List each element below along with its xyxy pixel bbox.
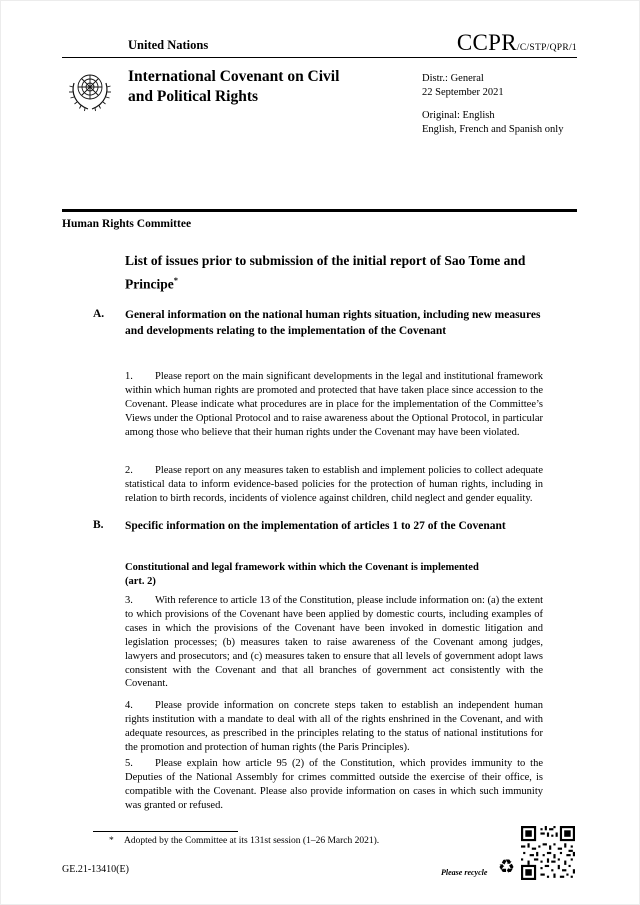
paragraph-3-number: 3. (125, 595, 133, 606)
subheading-line-2: (art. 2) (125, 576, 156, 587)
footnote (109, 836, 529, 846)
recycle-icon: ♻ (498, 856, 516, 878)
title-rule (62, 209, 577, 212)
paragraph-4 (125, 699, 543, 755)
section-a-label: A. (93, 308, 105, 320)
footnote-text: Adopted by the Committee at its 131st session (1–26 March 2021). (124, 836, 380, 846)
section-b-subheading (125, 561, 545, 589)
doc-symbol (457, 30, 577, 56)
doc-symbol-main: CCPR (456, 30, 517, 55)
paragraph-2 (125, 464, 543, 506)
paragraph-1-number: 1. (125, 371, 133, 382)
section-b-label: B. (93, 519, 104, 531)
document-title-text: List of issues prior to submission of the initial report of Sao Tome and Principe (125, 253, 526, 291)
paragraph-2-text: Please report on any measures taken to establish and implement policies to collect adequate statistical data to inform evidence-based policies for the protection of human rights, including in relation to birth records, incidents of violence against children, child neglect and gender equality. (125, 465, 543, 504)
original-block (422, 109, 563, 136)
header-rule (62, 57, 577, 58)
qr-code (521, 826, 575, 880)
united-nations-label: United Nations (128, 38, 209, 52)
recycle-label: Please recycle (441, 868, 488, 877)
distr-line: Distr.: General (422, 73, 484, 84)
paragraph-1-text: Please report on the main significant developments in the legal and institutional framework within which human rights are promoted and protected that have taken place since accession to the Covenant. Please indicate what procedures are in place for the implementation of the Committee’s Views under the Optional Protocol and to raise awareness about the Optional Protocol, in particular among those who believe that their human rights under the Covenant may have been violated. (125, 371, 543, 438)
paragraph-4-text: Please provide information on concrete steps taken to establish an independent human rights institution with a mandate to deal with all of the rights enshrined in the Covenant, and with adequate resources, as prescribed in the principles relating to the status of national institutions for the promotion and protection of human rights (the Paris Principles). (125, 700, 543, 753)
section-a-heading: General information on the national human rights situation, including new measures and developments relating to the implementation of the Covenant (125, 309, 541, 337)
covenant-title: International Covenant on Civil and Political Rights (128, 68, 340, 105)
subheading-line-1: Constitutional and legal framework within which the Covenant is implemented (125, 562, 479, 573)
un-emblem-icon (64, 64, 116, 121)
paragraph-2-number: 2. (125, 465, 133, 476)
paragraph-1 (125, 370, 543, 440)
committee-heading: Human Rights Committee (62, 218, 192, 230)
paragraph-5-number: 5. (125, 758, 133, 769)
paragraph-4-number: 4. (125, 700, 133, 711)
document-title (125, 252, 547, 294)
title-footnote-marker: * (173, 274, 178, 285)
paragraph-3 (125, 594, 543, 691)
distr-block (422, 72, 504, 99)
paragraph-5 (125, 757, 543, 813)
footnote-rule (93, 831, 238, 832)
original-line: Original: English (422, 110, 495, 121)
doc-symbol-suffix: /C/STP/QPR/1 (516, 43, 577, 53)
paragraph-5-text: Please explain how article 95 (2) of the Constitution, which provides immunity to the Deputies of the National Assembly for crimes committed outside the exercise of their office, is compatible with the Covenant. Please also provide information on cases in which such immunity was granted or refused. (125, 758, 543, 811)
languages-line: English, French and Spanish only (422, 123, 564, 135)
section-b-heading: Specific information on the implementation of articles 1 to 27 of the Covenant (125, 520, 506, 532)
date-line: 22 September 2021 (422, 86, 504, 98)
paragraph-3-text: With reference to article 13 of the Constitution, please include information on: (a) the extent to which provisions of the Covenant have been applied by domestic courts, including examples of cases in which the provisions of the Covenant have been invoked in domestic litigation and legislation processes; (b) measures taken to raise awareness of the Covenant among judges, lawyers and prosecutors; and (c) measures taken to ensure that all levels of government adopt laws consistent with the Covenant and that all branches of government act consistently with the Covenant. (125, 595, 543, 690)
footnote-marker: * (109, 836, 114, 846)
doc-number: GE.21-13410(E) (62, 864, 129, 875)
